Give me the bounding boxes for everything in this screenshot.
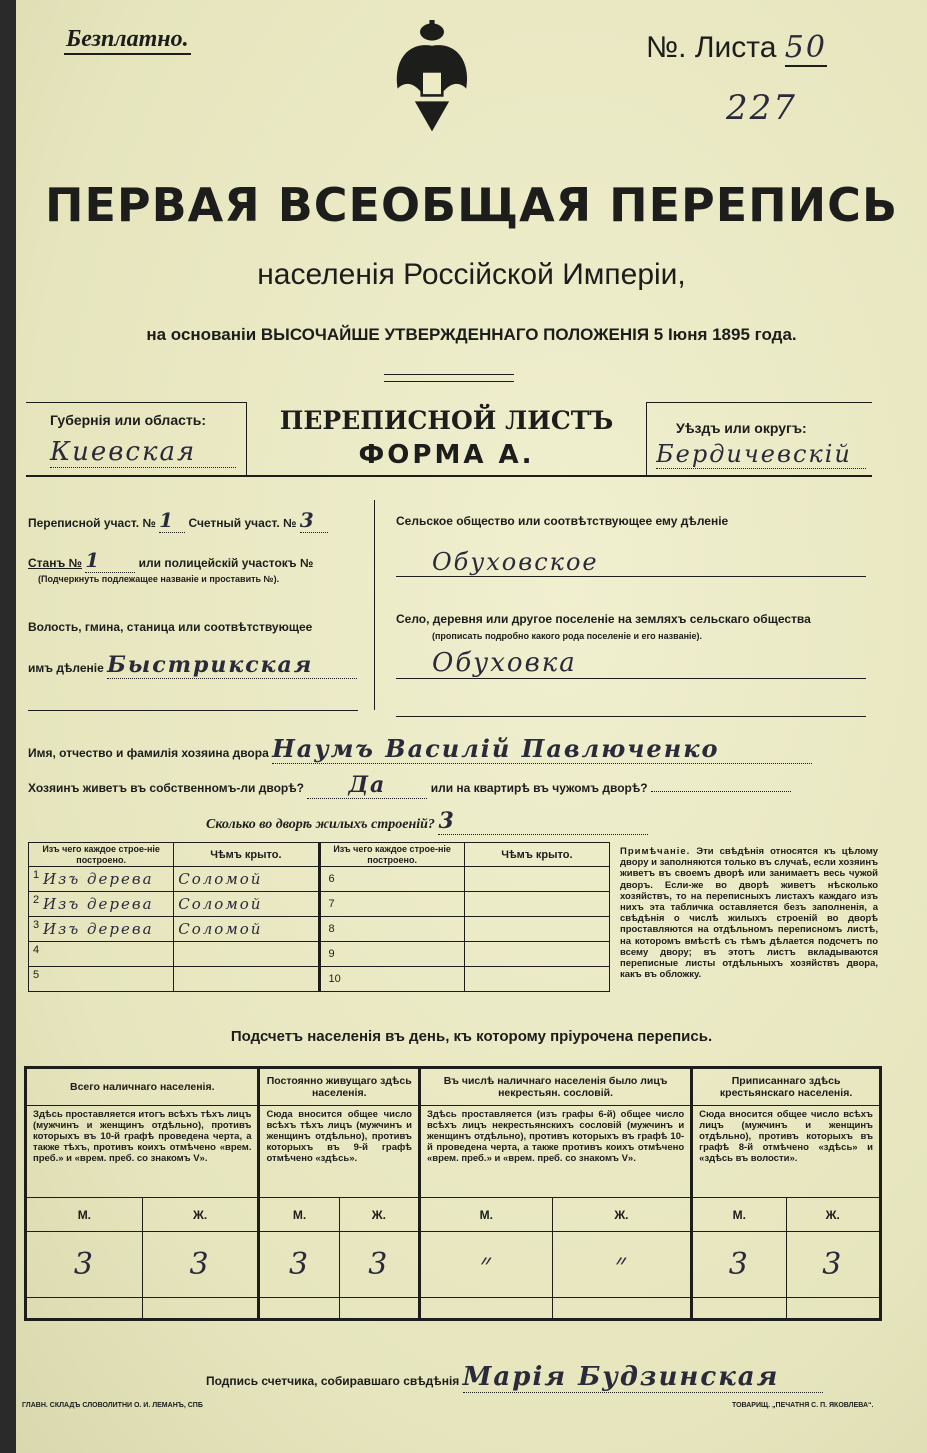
guberniya-value: Киевская bbox=[50, 437, 236, 468]
stan-row bbox=[28, 548, 313, 573]
census-area-label: Переписной участ. № bbox=[28, 516, 156, 530]
count-col-head: Всего наличнаго населенія. bbox=[26, 1068, 259, 1106]
buildings-row bbox=[206, 808, 648, 835]
building-number: 9 bbox=[328, 948, 335, 960]
building-material: Изъ дерева bbox=[43, 870, 154, 888]
guberniya-label: Губернія или область: bbox=[50, 412, 207, 428]
stan-note: (Подчеркнуть подлежащее названіе и проставить №). bbox=[38, 574, 280, 584]
count-area-label: Счетный участ. № bbox=[188, 516, 297, 530]
buildings-col-material: Изъ чего каждое строе-ніе построено. bbox=[29, 843, 174, 867]
census-sheet bbox=[16, 0, 927, 1453]
owner-lives-label: Хозяинъ живетъ въ собственномъ-ли дворѣ? bbox=[28, 781, 305, 795]
building-roof bbox=[174, 945, 178, 963]
buildings-row-5 bbox=[29, 967, 610, 992]
count-col-head: Приписаннаго здѣсь крестьянскаго населенія. bbox=[692, 1068, 881, 1106]
count-col-head: Постоянно живущаго здѣсь населенія. bbox=[259, 1068, 419, 1106]
owner-lives-alt: или на квартирѣ въ чужомъ дворѣ? bbox=[430, 781, 648, 795]
owner-name-value: Наумъ Василій Павлюченко bbox=[272, 734, 812, 764]
count-col-desc: Сюда вносится общее число всѣхъ лицъ (мужчинъ и женщинъ отдѣльно), противъ которыхъ въ графѣ 8-й отмѣчено «здѣсь» и «здѣсь въ волости». bbox=[692, 1106, 881, 1198]
form-title: ПЕРЕПИСНОЙ ЛИСТЪ bbox=[279, 406, 614, 435]
female-label: Ж. bbox=[786, 1198, 880, 1232]
count-male-value: 3 bbox=[26, 1232, 143, 1298]
buildings-row-4 bbox=[29, 942, 610, 967]
village-label: Село, деревня или другое поселеніе на земляхъ сельскаго общества bbox=[396, 612, 811, 626]
village-value: Обуховка bbox=[396, 648, 866, 679]
owner-name-label: Имя, отчество и фамилія хозяина двора bbox=[28, 746, 269, 760]
handwritten-number: 227 bbox=[726, 88, 797, 128]
buildings-col-roof-2: Чѣмъ крыто. bbox=[464, 843, 609, 867]
building-number: 1 bbox=[33, 869, 40, 881]
census-area-value: 1 bbox=[159, 508, 185, 533]
buildings-row-2 bbox=[29, 892, 610, 917]
building-number: 5 bbox=[33, 969, 40, 981]
free-label: Безплатно. bbox=[64, 26, 191, 55]
sheet-number bbox=[646, 30, 827, 65]
building-number: 8 bbox=[328, 923, 335, 935]
subtitle: населенія Россійской Имперіи, bbox=[257, 258, 686, 291]
building-roof: Соломой bbox=[178, 895, 263, 913]
building-number: 4 bbox=[33, 944, 40, 956]
buildings-note bbox=[620, 846, 878, 980]
male-label: М. bbox=[259, 1198, 339, 1232]
owner-name-row bbox=[28, 734, 812, 764]
signature-value: Марія Будзинская bbox=[463, 1362, 823, 1393]
building-number: 2 bbox=[33, 894, 40, 906]
stan-value: 1 bbox=[85, 548, 135, 573]
printer-left: ГЛАВН. СКЛАДЪ СЛОВОЛИТНИ О. И. ЛЕМАНЪ, СПБ bbox=[22, 1402, 203, 1409]
female-label: Ж. bbox=[142, 1198, 259, 1232]
count-title: Подсчетъ населенія въ день, къ которому пріурочена перепись. bbox=[230, 1028, 713, 1045]
imperial-eagle-icon bbox=[382, 20, 482, 140]
buildings-note-text: Эти свѣдѣнія относятся къ цѣлому двору и заполняются только въ случаѣ, если хозяинъ живетъ въ своемъ дворѣ или занимаетъ весь чужой дворъ. Если-же во дворѣ живетъ нѣсколько хозяйствъ, то на переписныхъ листахъ каждаго изъ нихъ эта табличка оставляется безъ заполненія, а свѣдѣнія о числѣ жилыхъ строеній во дворѣ проставляются на отдѣльномъ переписномъ листѣ, на которомъ вмѣстѣ съ тѣмъ дѣлается подсчетъ по всему двору; въ этотъ листъ вкладываются переписные листы отдѣльныхъ хозяйствъ двора, какъ въ обложку. bbox=[620, 846, 878, 981]
male-label: М. bbox=[26, 1198, 143, 1232]
owner-lives-row bbox=[28, 772, 791, 799]
uezd-value: Бердичевскій bbox=[656, 440, 866, 469]
volost-row bbox=[28, 652, 357, 679]
stan-label: Станъ № bbox=[28, 556, 82, 570]
count-col-desc: Здѣсь проставляется (изъ графы 6-й) общее число всѣхъ лицъ некрестьянскихъ сословій (мужчинъ и женщинъ отдѣльно), противъ которыхъ въ графѣ 10-й проведена черта, а также противъ коихъ отмѣчено «врем. преб.» и «врем. преб. со знакомъ V». bbox=[419, 1106, 691, 1198]
female-label: Ж. bbox=[552, 1198, 691, 1232]
printer-right: ТОВАРИЩ. „ПЕЧАТНЯ С. П. ЯКОВЛЕВА“. bbox=[732, 1402, 874, 1409]
count-female-value: 3 bbox=[786, 1232, 880, 1298]
census-area-row bbox=[28, 508, 328, 533]
buildings-value: 3 bbox=[438, 808, 648, 835]
count-area-value: 3 bbox=[300, 508, 328, 533]
buildings-col-roof: Чѣмъ крыто. bbox=[174, 843, 319, 867]
buildings-row-3 bbox=[29, 917, 610, 942]
uezd-label: Уѣздъ или округъ: bbox=[676, 420, 807, 436]
volost-value: Быстрикская bbox=[107, 652, 357, 679]
owner-lives-value: Да bbox=[307, 772, 427, 799]
buildings-col-material-2: Изъ чего каждое строе-ніе построено. bbox=[319, 843, 464, 867]
sheet-number-label: №. Листа bbox=[646, 31, 777, 64]
count-col-desc: Сюда вносится общее число всѣхъ тѣхъ лицъ (мужчинъ и женщинъ отдѣльно), противъ которыхъ въ 9-й графѣ отмѣчено «здѣсь». bbox=[259, 1106, 419, 1198]
count-male-value: ״ bbox=[419, 1232, 552, 1298]
signature-row bbox=[206, 1362, 823, 1393]
count-male-value: 3 bbox=[692, 1232, 786, 1298]
building-roof: Соломой bbox=[178, 870, 263, 888]
building-material: Изъ дерева bbox=[43, 895, 154, 913]
main-title: ПЕРВАЯ ВСЕОБЩАЯ ПЕРЕПИСЬ bbox=[44, 178, 899, 232]
volost-label: Волость, гмина, станица или соотвѣтствующее bbox=[28, 620, 313, 634]
buildings-table bbox=[28, 842, 610, 992]
volost-label-2: имъ дѣленіе bbox=[28, 661, 104, 675]
building-roof bbox=[174, 970, 178, 988]
building-number: 7 bbox=[328, 898, 335, 910]
count-col-head: Въ числѣ наличнаго населенія было лицъ некрестьян. сословій. bbox=[419, 1068, 691, 1106]
signature-label: Подпись счетчика, собиравшаго свѣдѣнія bbox=[206, 1374, 460, 1388]
count-male-value: 3 bbox=[259, 1232, 339, 1298]
village-note: (прописать подробно какого рода поселеніе и его названіе). bbox=[432, 631, 703, 641]
form-subtitle: ФОРМА А. bbox=[358, 440, 535, 470]
building-roof: Соломой bbox=[178, 920, 263, 938]
stan-rest: или полицейскій участокъ № bbox=[138, 556, 314, 570]
building-number: 6 bbox=[328, 873, 335, 885]
building-number: 3 bbox=[33, 919, 40, 931]
male-label: М. bbox=[692, 1198, 786, 1232]
buildings-note-title: Примѣчаніе. bbox=[620, 846, 691, 857]
legal-basis: на основаніи ВЫСОЧАЙШЕ УТВЕРЖДЕННАГО ПОЛОЖЕНІЯ 5 Іюня 1895 года. bbox=[146, 325, 797, 344]
ornament-divider bbox=[384, 374, 514, 382]
buildings-row-1 bbox=[29, 867, 610, 892]
building-number: 10 bbox=[328, 973, 341, 985]
building-material: Изъ дерева bbox=[43, 920, 154, 938]
buildings-label: Сколько во дворѣ жилыхъ строеній? bbox=[206, 817, 435, 832]
society-label: Сельское общество или соотвѣтствующее ему дѣленіе bbox=[396, 514, 729, 528]
society-value: Обуховское bbox=[396, 548, 866, 577]
count-female-value: 3 bbox=[339, 1232, 419, 1298]
male-label: М. bbox=[419, 1198, 552, 1232]
count-female-value: 3 bbox=[142, 1232, 259, 1298]
female-label: Ж. bbox=[339, 1198, 419, 1232]
count-female-value: ״ bbox=[552, 1232, 691, 1298]
sheet-number-value: 50 bbox=[784, 30, 827, 65]
count-col-desc: Здѣсь проставляется итогъ всѣхъ тѣхъ лицъ (мужчинъ и женщинъ отдѣльно), противъ которыхъ въ 10-й графѣ проведена черта, а также тѣхъ, противъ коихъ отмѣчено «врем. преб.» и «врем. преб. со знакомъ V». bbox=[26, 1106, 259, 1198]
count-table bbox=[24, 1066, 882, 1321]
